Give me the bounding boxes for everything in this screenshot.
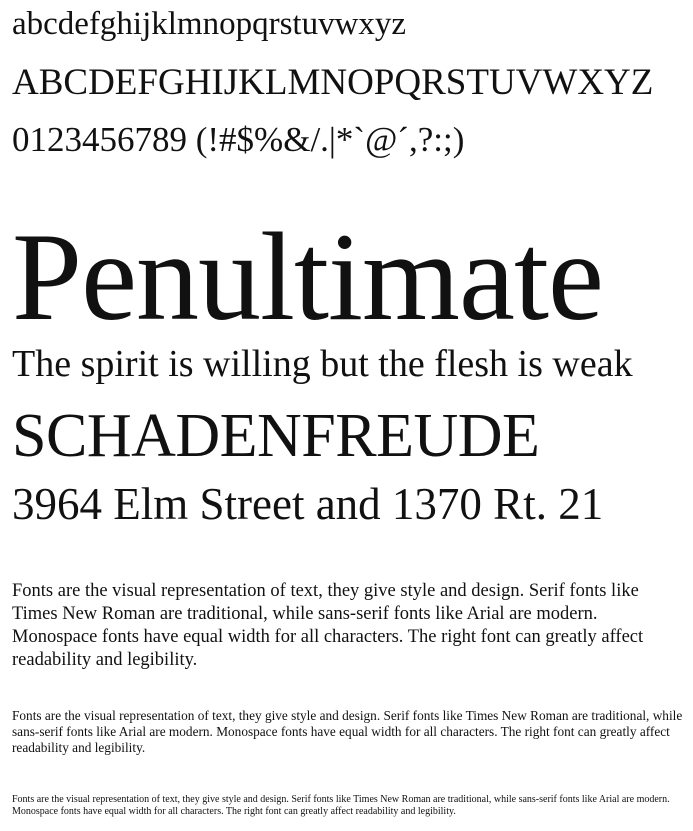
paragraph-medium: Fonts are the visual representation of text, they give style and design. Serif fonts like Times New Roman are traditional, while sans-serif fonts like Arial are modern. Monospace fonts have equal width for all characters. The right font can greatly affect readability and legibility. [12, 708, 683, 755]
sample-sentence: The spirit is willing but the flesh is weak [12, 343, 633, 385]
display-word: Penultimate [12, 208, 603, 347]
uppercase-alphabet: ABCDEFGHIJKLMNOPQRSTUVWXYZ [12, 62, 654, 103]
paragraph-large: Fonts are the visual representation of text, they give style and design. Serif fonts like Times New Roman are traditional, while sans-serif fonts like Arial are modern. Monospace fonts have equal width for all characters. The right font can greatly affect readability and legibility. [12, 581, 644, 670]
paragraph-small: Fonts are the visual representation of text, they give style and design. Serif fonts like Times New Roman are traditional, while sans-serif fonts like Arial are modern. Monospace fonts have equal width for all characters. The right font can greatly affect readability and legibility. [12, 794, 670, 817]
caps-word: SCHADENFREUDE [12, 402, 540, 470]
lowercase-alphabet: abcdefghijklmnopqrstuvwxyz [12, 6, 407, 42]
digits-and-symbols: 0123456789 (!#$%&/.|*`@´,?:;) [12, 120, 465, 159]
sample-address: 3964 Elm Street and 1370 Rt. 21 [12, 479, 604, 529]
